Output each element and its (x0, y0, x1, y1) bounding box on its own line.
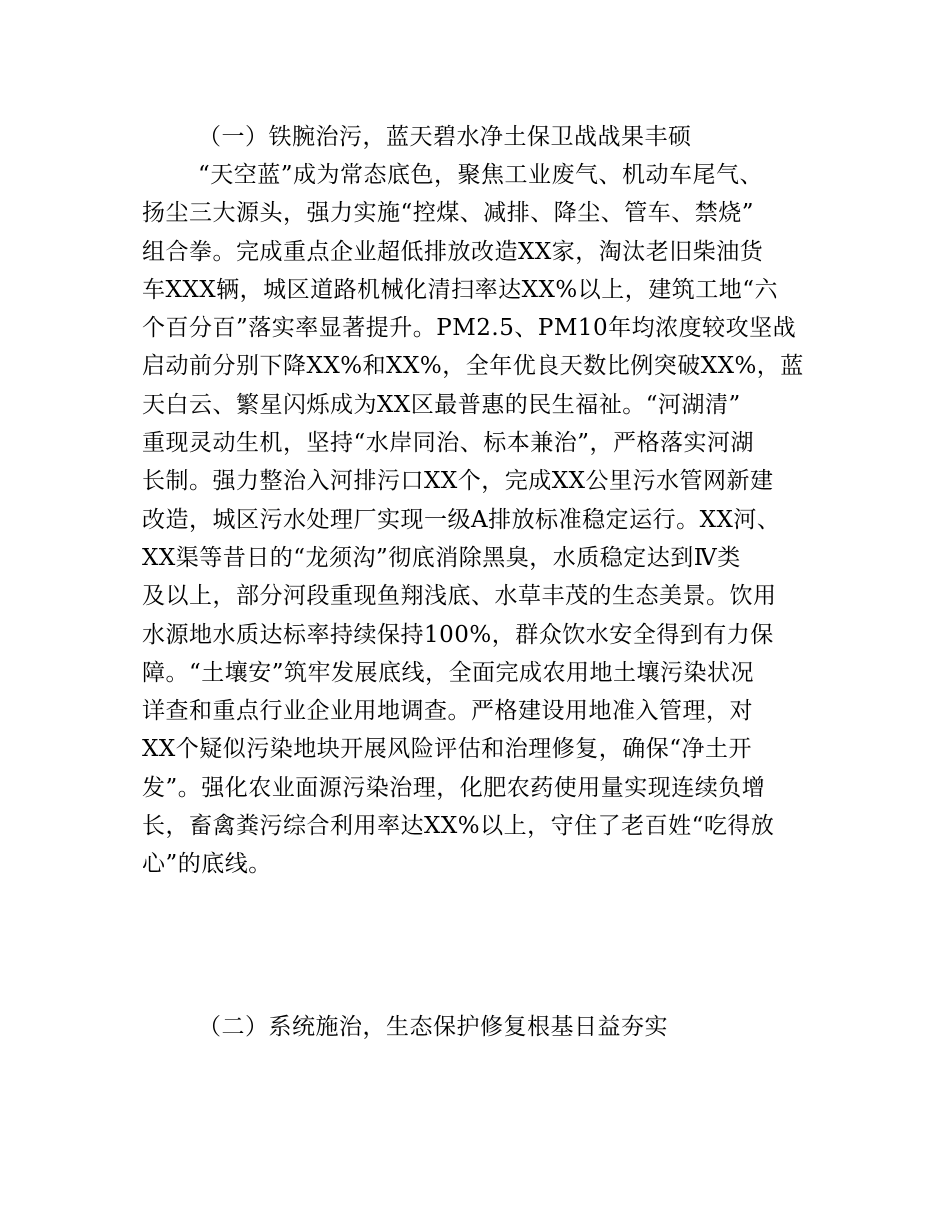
paragraph-line: 长制。强力整治入河排污口XX个，完成XX公里污水管网新建 (142, 468, 774, 495)
paragraph-line: 车XXX辆，城区道路机械化清扫率达XX%以上，建筑工地“六 (142, 276, 778, 303)
paragraph-line: 组合拳。完成重点企业超低排放改造XX家，淘汰老旧柴油货 (142, 238, 764, 265)
paragraph-line: 个百分百”落实率显著提升。PM2.5、PM10年均浓度较攻坚战 (142, 315, 797, 342)
paragraph-line: 详查和重点行业企业用地调查。严格建设用地准入管理，对 (142, 698, 753, 725)
paragraph-line: XX渠等昔日的“龙须沟”彻底消除黑臭，水质稳定达到Ⅳ类 (142, 544, 741, 571)
section-heading-1: （一）铁腕治污，蓝天碧水净土保卫战战果丰硕 (198, 124, 692, 150)
paragraph-line: 发”。强化农业面源污染治理，化肥农药使用量实现连续负增 (142, 774, 766, 801)
paragraph-line: 改造，城区污水处理厂实现一级A排放标准稳定运行。XX河、 (142, 506, 781, 533)
paragraph-line: XX个疑似污染地块开展风险评估和治理修复，确保“净土开 (142, 736, 753, 763)
section-heading-2: （二）系统施治，生态保护修复根基日益夯实 (198, 1014, 668, 1040)
paragraph-line: 重现灵动生机，坚持“水岸同治、标本兼治”，严格落实河湖 (142, 430, 755, 457)
paragraph-line: 长，畜禽粪污综合利用率达XX%以上，守住了老百姓“吃得放 (142, 813, 775, 840)
paragraph-line: “天空蓝”成为常态底色，聚焦工业废气、机动车尾气、 (198, 162, 764, 188)
paragraph-line: 障。“土壤安”筑牢发展底线，全面完成农用地土壤污染状况 (142, 659, 755, 686)
paragraph-line: 扬尘三大源头，强力实施“控煤、减排、降尘、管车、禁烧” (142, 200, 755, 227)
paragraph-line: 心”的底线。 (142, 851, 272, 878)
section-1-paragraph (142, 156, 812, 884)
paragraph-line: 及以上，部分河段重现鱼翔浅底、水草丰茂的生态美景。饮用 (142, 583, 777, 610)
paragraph-line: 启动前分别下降XX%和XX%，全年优良天数比例突破XX%，蓝 (142, 353, 804, 380)
paragraph-line: 水源地水质达标率持续保持100%，群众饮水安全得到有力保 (142, 621, 774, 648)
paragraph-line: 天白云、繁星闪烁成为XX区最普惠的民生福祉。“河湖清” (142, 391, 741, 418)
